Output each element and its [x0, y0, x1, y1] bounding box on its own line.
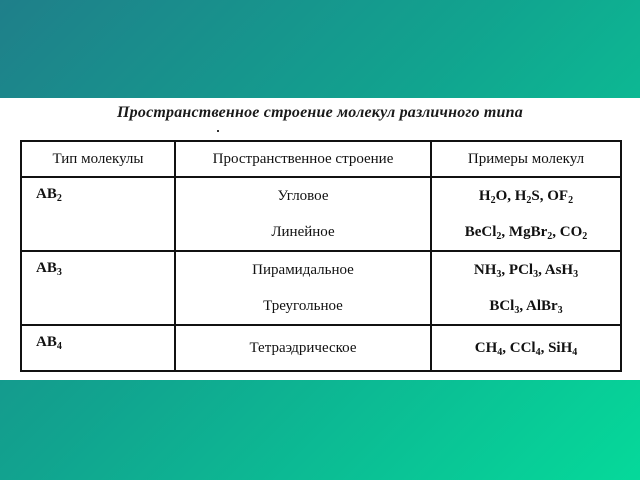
examples-cell: BeCl$_2$, MgBr$_2$, $CO_2$: [431, 214, 621, 251]
header-examples: Примеры молекул: [431, 141, 621, 177]
stray-dot: [217, 130, 219, 132]
header-row: [21, 141, 621, 177]
structure-cell: Треугольное: [175, 288, 431, 325]
table-row: [21, 325, 621, 371]
structure-cell: Тетраэдрическое: [175, 325, 431, 371]
examples-cell: $H_2O$, $H_2S$, $OF_2$: [431, 177, 621, 214]
header-type: Тип молекулы: [21, 141, 175, 177]
examples-cell: $NH_3$, PCl$_3$, AsH$_3$: [431, 251, 621, 288]
molecule-table: [20, 140, 622, 372]
table-row: [21, 177, 621, 214]
structure-cell: Линейное: [175, 214, 431, 251]
document-sheet: [0, 98, 640, 380]
table-body: [21, 177, 621, 371]
table-row: [21, 251, 621, 288]
structure-cell: Угловое: [175, 177, 431, 214]
molecule-type-cell: $AB_2$: [21, 177, 175, 251]
header-structure: Пространственное строение: [175, 141, 431, 177]
molecule-type-cell: $AB_4$: [21, 325, 175, 371]
examples-cell: $CH_4$, CCl$_4$, SiH$_4$: [431, 325, 621, 371]
molecule-type-cell: $AB_3$: [21, 251, 175, 325]
examples-cell: BCl$_3$, AlBr$_3$: [431, 288, 621, 325]
document-title: Пространственное строение молекул различного типа: [117, 104, 523, 121]
structure-cell: Пирамидальное: [175, 251, 431, 288]
